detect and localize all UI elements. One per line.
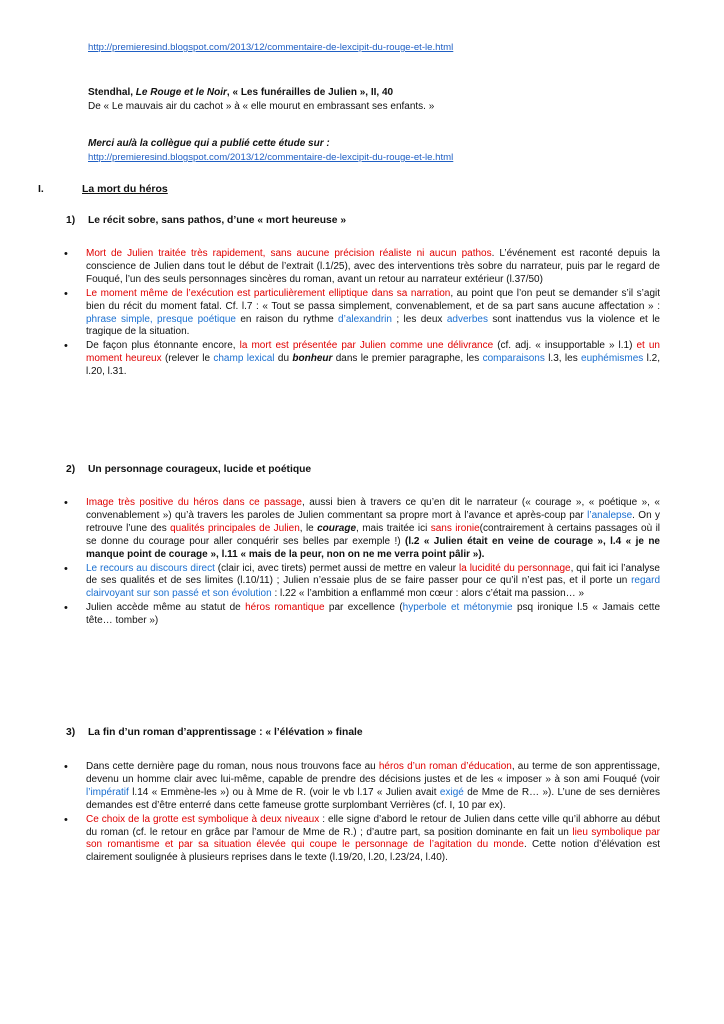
list-item: • Dans cette dernière page du roman, nous nous trouvons face au héros d’un roman d’éducation, au terme de son apprentissage, devenu un homme clair avec lui-même, capable de prendre des décisions justes et de les « imposer » à son ami Fouqué (voir l’impératif l.14 « Emmène-les ») ou à Mme de R. (voir le vb l.17 « Julien avait exigé de Mme de R… »). L’une de ses dernières demandes est d’être enterré dans cette fameuse grotte surplombant Verrières (cf. I, 10 par ex). [62,761,660,813]
section-3-list [62,761,660,866]
part-number: I. [38,183,44,195]
list-item: • De façon plus étonnante encore, la mort est présentée par Julien comme une délivrance (cf. adj. « insupportable » l.1) et un moment heureux (relever le champ lexical du bonheur dans le premier paragraphe, les comparaisons l.3, les euphémismes l.2, l.20, l.31. [62,340,660,379]
list-item: • Image très positive du héros dans ce passage, aussi bien à travers ce qu’en dit le narrateur (« courage », « poétique », « convenablement ») qu’à travers les paroles de Julien commentant sa propre mort à l’avance et après-coup par l’analepse. On y retrouve l’une des qualités principales de Julien, le courage, mais traitée ici sans ironie(contrairement à certains passages où il se donne du courage pour aller conquérir ses belles par exemple !) (l.2 « Julien était en veine de courage », l.4 « je ne manque point de courage », l.11 « mais de la peur, non on ne me verra point pâlir »). [62,497,660,562]
part-title: La mort du héros [82,183,168,195]
list-item: • Ce choix de la grotte est symbolique à deux niveaux : elle signe d’abord le retour de Julien dans cette ville qu’il abhorre au début du roman (cf. le retour en grâce par l’amour de Mme de R.) ; d’autre part, sa position dominante en fait un lieu symbolique par son romantisme et par sa situation élevée qui coupe le personnage de l’agitation du monde. Cette notion d’élévation est clairement soulignée à plusieurs reprises dans le texte (l.19/20, l.20, l.23/24, l.40). [62,814,660,866]
source-link-bottom[interactable]: http://premieresind.blogspot.com/2013/12/commentaire-de-lexcipit-du-rouge-et-le.html [88,152,454,163]
list-item: • Le moment même de l’exécution est particulièrement elliptique dans sa narration, au point que l’on peut se demander s’il s’agit bien du récit du moment fatal. Cf. l.7 : « Tout se passa simplement, convenablement, et de sa part sans aucune affectation » : phrase simple, presque poétique en raison du rythme d’alexandrin ; les deux adverbes sont inattendus vus la violence et le tragique de la situation. [62,288,660,340]
source-link-top[interactable]: http://premieresind.blogspot.com/2013/12/commentaire-de-lexcipit-du-rouge-et-le.html [88,42,454,53]
list-item: • Mort de Julien traitée très rapidement, sans aucune précision réaliste ni aucun pathos. L’événement est raconté depuis la conscience de Julien dans tout le début de l’extrait (l.1/25), avec des interventions très sobre du narrateur, puis par le regard de Fouqué, l’un des seuls personnages sincères du roman, avant un retour au narrateur extérieur (l.37/50) [62,248,660,287]
thanks-line: Merci au/à la collègue qui a publié cette étude sur : [88,138,330,149]
section-heading-3: 3) La fin d’un roman d’apprentissage : « l’élévation » finale [66,727,363,738]
list-item: • Julien accède même au statut de héros romantique par excellence (hyperbole et métonymie psq ironique l.5 « Jamais cette tête… tomber ») [62,602,660,628]
section-2-list [62,497,660,629]
section-heading-1: 1) Le récit sobre, sans pathos, d’une « mort heureuse » [66,215,347,226]
part-heading [38,183,168,195]
text-reference: Stendhal, Le Rouge et le Noir, « Les funérailles de Julien », II, 40 [88,87,394,98]
section-heading-2: 2) Un personnage courageux, lucide et poétique [66,464,312,475]
list-item: • Le recours au discours direct (clair ici, avec tirets) permet aussi de mettre en valeur la lucidité du personnage, qui fait ici l’analyse de ses qualités et de ses limites (l.10/11) ; Julien n’essaie plus de se faire passer pour ce qu’il n’est pas, et il porte un regard clairvoyant sur son passé et son évolution : l.22 « l’ambition a enflammé mon cœur : alors c’était ma passion… » [62,563,660,602]
section-1-list [62,248,660,380]
excerpt-extent: De « Le mauvais air du cachot » à « elle mourut en embrassant ses enfants. » [88,101,435,112]
